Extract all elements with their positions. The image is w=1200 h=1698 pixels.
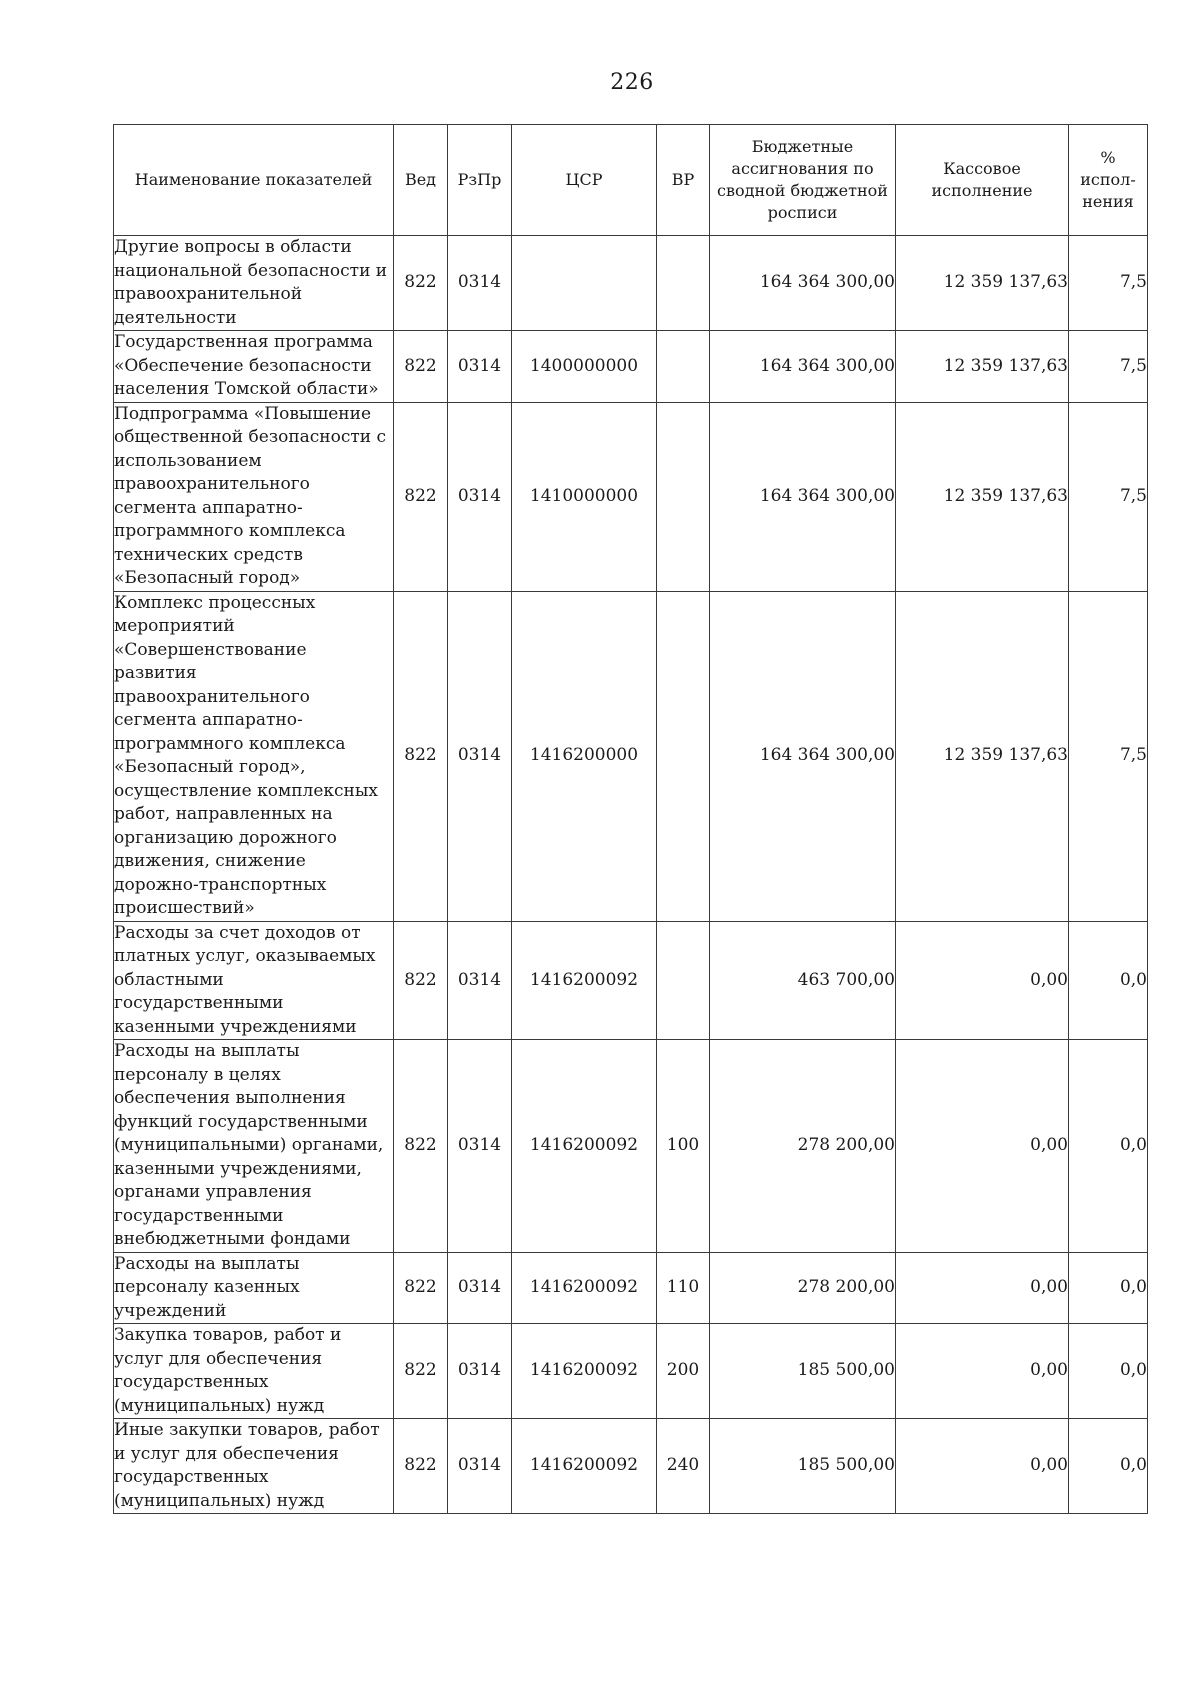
row-csr: 1410000000 [512, 402, 657, 591]
header-csr: ЦСР [512, 125, 657, 236]
row-vr [657, 921, 710, 1040]
row-pct: 0,0 [1069, 921, 1148, 1040]
row-pct: 0,0 [1069, 1040, 1148, 1253]
row-csr: 1400000000 [512, 331, 657, 403]
row-budget: 164 364 300,00 [710, 236, 896, 331]
row-cash: 0,00 [896, 921, 1069, 1040]
row-ved: 822 [394, 402, 448, 591]
row-pct: 0,0 [1069, 1252, 1148, 1324]
table-row [114, 236, 1148, 331]
header-budget: Бюджетные ассигнования по сводной бюджетной росписи [710, 125, 896, 236]
row-ved: 822 [394, 1324, 448, 1419]
table-row [114, 331, 1148, 403]
row-name: Расходы за счет доходов от платных услуг, оказываемых областными государственными казенными учреждениями [114, 921, 394, 1040]
header-pct: % испол-нения [1069, 125, 1148, 236]
row-csr: 1416200000 [512, 591, 657, 921]
row-rzpr: 0314 [448, 402, 512, 591]
row-ved: 822 [394, 921, 448, 1040]
row-budget: 185 500,00 [710, 1419, 896, 1514]
row-name: Иные закупки товаров, работ и услуг для обеспечения государственных (муниципальных) нужд [114, 1419, 394, 1514]
row-vr [657, 402, 710, 591]
row-rzpr: 0314 [448, 1252, 512, 1324]
table-row [114, 1324, 1148, 1419]
row-ved: 822 [394, 591, 448, 921]
row-ved: 822 [394, 236, 448, 331]
row-ved: 822 [394, 1252, 448, 1324]
row-pct: 7,5 [1069, 236, 1148, 331]
row-csr: 1416200092 [512, 1324, 657, 1419]
row-csr: 1416200092 [512, 1252, 657, 1324]
row-name: Комплекс процессных мероприятий «Совершенствование развития правоохранительного сегмента аппаратно- программного комплекса «Безопасный город», осуществление комплексных работ, направленных на организацию дорожного движения, снижение дорожно-транспортных происшествий» [114, 591, 394, 921]
row-rzpr: 0314 [448, 236, 512, 331]
row-rzpr: 0314 [448, 331, 512, 403]
row-budget: 463 700,00 [710, 921, 896, 1040]
row-ved: 822 [394, 1040, 448, 1253]
row-cash: 0,00 [896, 1419, 1069, 1514]
row-csr: 1416200092 [512, 1419, 657, 1514]
row-cash: 12 359 137,63 [896, 331, 1069, 403]
row-name: Закупка товаров, работ и услуг для обеспечения государственных (муниципальных) нужд [114, 1324, 394, 1419]
row-cash: 0,00 [896, 1252, 1069, 1324]
row-cash: 12 359 137,63 [896, 591, 1069, 921]
table-row [114, 1419, 1148, 1514]
row-rzpr: 0314 [448, 921, 512, 1040]
row-name: Расходы на выплаты персоналу в целях обеспечения выполнения функций государственными (муниципальными) органами, казенными учреждениями, органами управления государственными внебюджетными фондами [114, 1040, 394, 1253]
header-cash: Кассовое исполнение [896, 125, 1069, 236]
row-vr: 100 [657, 1040, 710, 1253]
row-budget: 278 200,00 [710, 1252, 896, 1324]
row-vr [657, 591, 710, 921]
row-rzpr: 0314 [448, 1040, 512, 1253]
row-pct: 7,5 [1069, 591, 1148, 921]
row-name: Расходы на выплаты персоналу казенных учреждений [114, 1252, 394, 1324]
row-csr: 1416200092 [512, 1040, 657, 1253]
row-budget: 164 364 300,00 [710, 331, 896, 403]
row-vr: 110 [657, 1252, 710, 1324]
row-pct: 0,0 [1069, 1419, 1148, 1514]
table-row [114, 1252, 1148, 1324]
row-cash: 0,00 [896, 1040, 1069, 1253]
row-csr: 1416200092 [512, 921, 657, 1040]
row-budget: 185 500,00 [710, 1324, 896, 1419]
header-name: Наименование показателей [114, 125, 394, 236]
row-budget: 164 364 300,00 [710, 591, 896, 921]
header-ved: Вед [394, 125, 448, 236]
budget-execution-table [113, 124, 1148, 1514]
row-name: Подпрограмма «Повышение общественной безопасности с использованием правоохранительного сегмента аппаратно- программного комплекса технических средств «Безопасный город» [114, 402, 394, 591]
row-vr: 200 [657, 1324, 710, 1419]
row-cash: 0,00 [896, 1324, 1069, 1419]
table-header-row [114, 125, 1148, 236]
row-ved: 822 [394, 331, 448, 403]
row-rzpr: 0314 [448, 1324, 512, 1419]
row-pct: 7,5 [1069, 402, 1148, 591]
header-rzpr: РзПр [448, 125, 512, 236]
row-name: Государственная программа «Обеспечение безопасности населения Томской области» [114, 331, 394, 403]
header-vr: ВР [657, 125, 710, 236]
row-cash: 12 359 137,63 [896, 402, 1069, 591]
row-budget: 278 200,00 [710, 1040, 896, 1253]
row-pct: 7,5 [1069, 331, 1148, 403]
row-rzpr: 0314 [448, 591, 512, 921]
row-budget: 164 364 300,00 [710, 402, 896, 591]
table-row [114, 921, 1148, 1040]
table-row [114, 1040, 1148, 1253]
row-ved: 822 [394, 1419, 448, 1514]
row-vr [657, 331, 710, 403]
table-row [114, 402, 1148, 591]
row-vr [657, 236, 710, 331]
table-row [114, 591, 1148, 921]
row-pct: 0,0 [1069, 1324, 1148, 1419]
row-csr [512, 236, 657, 331]
page-number: 226 [610, 70, 654, 95]
row-name: Другие вопросы в области национальной безопасности и правоохранительной деятельности [114, 236, 394, 331]
row-vr: 240 [657, 1419, 710, 1514]
row-cash: 12 359 137,63 [896, 236, 1069, 331]
row-rzpr: 0314 [448, 1419, 512, 1514]
